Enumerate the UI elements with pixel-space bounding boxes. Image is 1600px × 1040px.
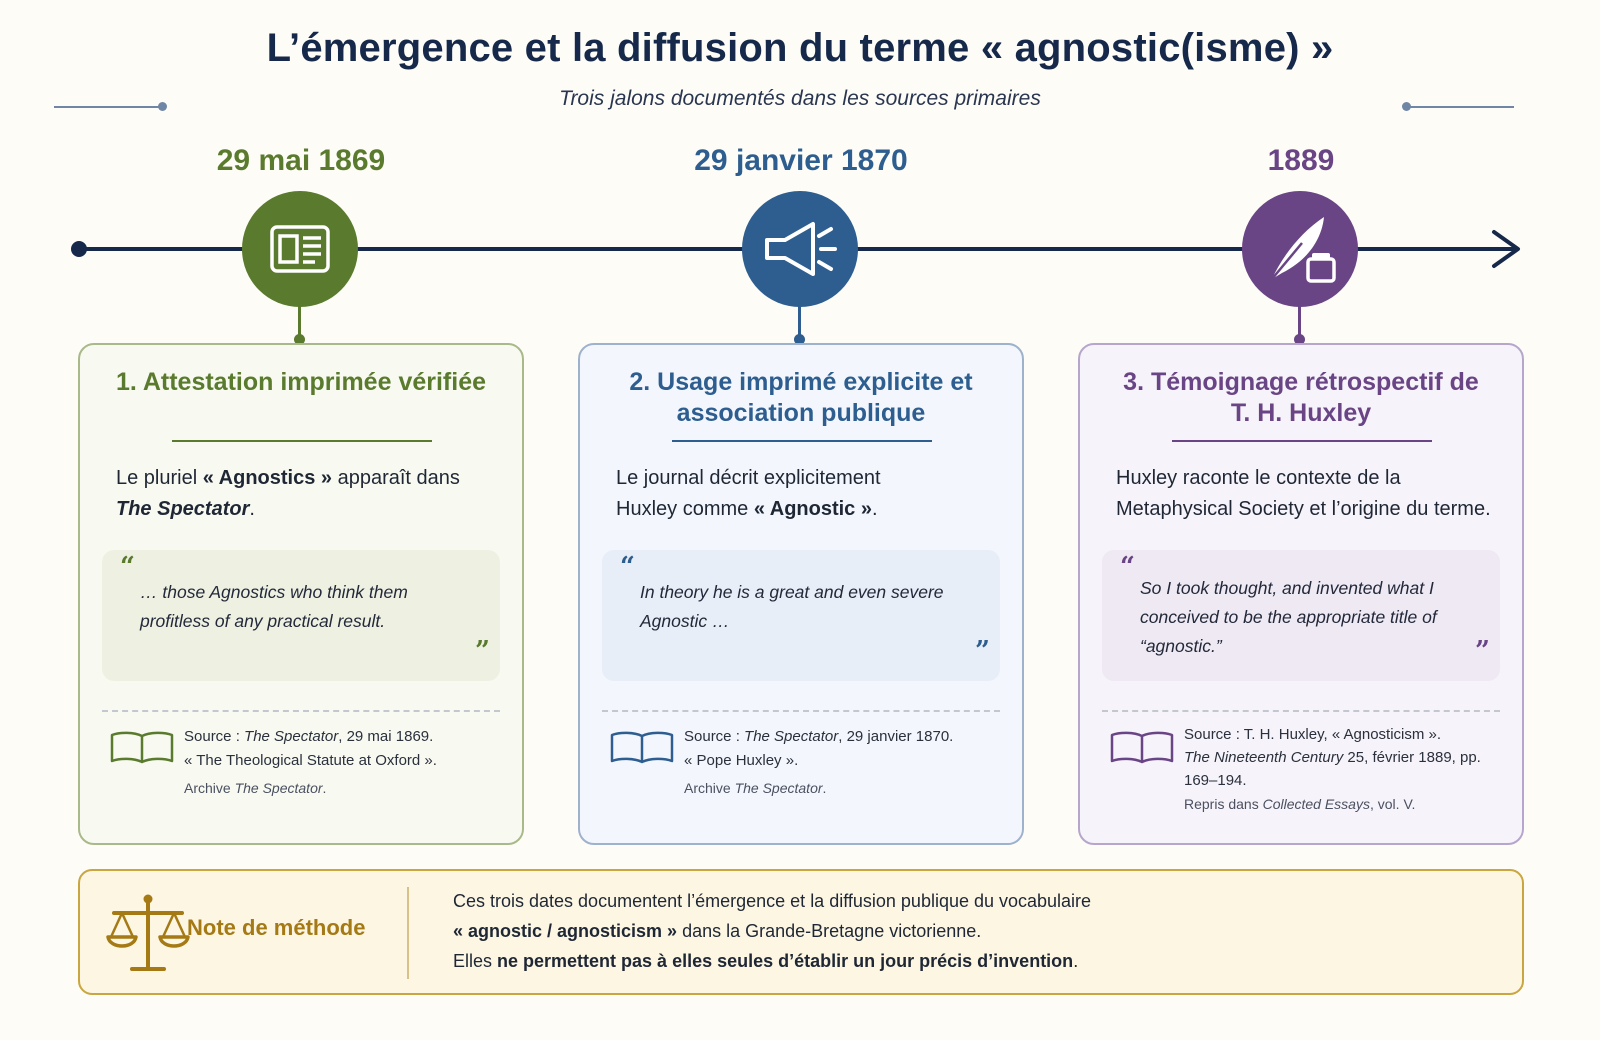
milestone-date-1: 29 mai 1869 [216, 144, 386, 177]
card-title: 1. Attestation imprimée vérifiée [115, 368, 487, 396]
megaphone-icon [761, 218, 839, 280]
milestone-card-3 [1078, 343, 1524, 845]
close-quote-icon: ” [1475, 636, 1490, 666]
page-subtitle: Trois jalons documentés dans les sources primaires [559, 87, 1041, 110]
decorative-dot-left [158, 102, 167, 111]
open-quote-icon: “ [120, 552, 135, 582]
book-icon [110, 730, 174, 764]
card-description: Le journal décrit explicitement Huxley comme « Agnostic ». [616, 467, 881, 520]
close-quote-icon: ” [475, 636, 490, 666]
card-divider [172, 440, 432, 442]
decorative-line-right [1410, 106, 1514, 108]
card-divider [672, 440, 932, 442]
source-citation: Source : T. H. Huxley, « Agnosticism ». The Nineteenth Century 25, février 1889, pp. 169–194. Repris dans Collected Essays, vol. V. [1184, 726, 1481, 812]
milestone-node-2 [742, 191, 858, 307]
milestone-date-2: 29 janvier 1870 [694, 144, 908, 177]
card-description: Le pluriel « Agnostics » apparaît dans The Spectator. [116, 467, 460, 520]
page-title: L’émergence et la diffusion du terme « agnostic(isme) » [266, 26, 1334, 70]
quote-text: … those Agnostics who think them profitless of any practical result. [140, 582, 408, 631]
quote-box [1102, 550, 1500, 681]
scales-icon [106, 893, 190, 977]
source-citation: Source : The Spectator, 29 mai 1869. « The Theological Statute at Oxford ». Archive The Spectator. [184, 728, 437, 796]
milestone-node-1 [242, 191, 358, 307]
card-divider [1172, 440, 1432, 442]
card-description: Huxley raconte le contexte de la Metaphysical Society et l’origine du terme. [1116, 467, 1491, 520]
open-quote-icon: “ [1120, 552, 1135, 582]
note-divider [407, 887, 409, 979]
decorative-line-left [54, 106, 162, 108]
note-text: Ces trois dates documentent l’émergence et la diffusion publique du vocabulaire « agnostic / agnosticism » dans la Grande-Bretagne victorienne. Elles ne permettent pas à elles seules d’établir un jour précis d’invention. [453, 891, 1092, 971]
dashed-divider [602, 710, 1000, 712]
newspaper-icon [269, 224, 331, 274]
quote-box [102, 550, 500, 681]
quote-text: In theory he is a great and even severe Agnostic … [640, 582, 944, 631]
card-title: 3. Témoignage rétrospectif de T. H. Huxley [1123, 368, 1479, 427]
milestone-card-1 [78, 343, 524, 845]
milestone-node-3 [1242, 191, 1358, 307]
source-citation: Source : The Spectator, 29 janvier 1870. « Pope Huxley ». Archive The Spectator. [684, 728, 954, 796]
book-icon [1110, 730, 1174, 764]
milestone-date-3: 1889 [1267, 144, 1335, 177]
note-label: Note de méthode [187, 915, 366, 940]
milestone-card-2 [578, 343, 1024, 845]
method-note [78, 869, 1524, 995]
quill-inkwell-icon [1258, 207, 1342, 291]
dashed-divider [102, 710, 500, 712]
quote-box [602, 550, 1000, 681]
open-quote-icon: “ [620, 552, 635, 582]
quote-text: So I took thought, and invented what I conceived to be the appropriate title of “agnostic.” [1140, 578, 1437, 656]
card-title: 2. Usage imprimé explicite et association publique [629, 368, 973, 427]
close-quote-icon: ” [975, 636, 990, 666]
decorative-dot-right [1402, 102, 1411, 111]
book-icon [610, 730, 674, 764]
dashed-divider [1102, 710, 1500, 712]
